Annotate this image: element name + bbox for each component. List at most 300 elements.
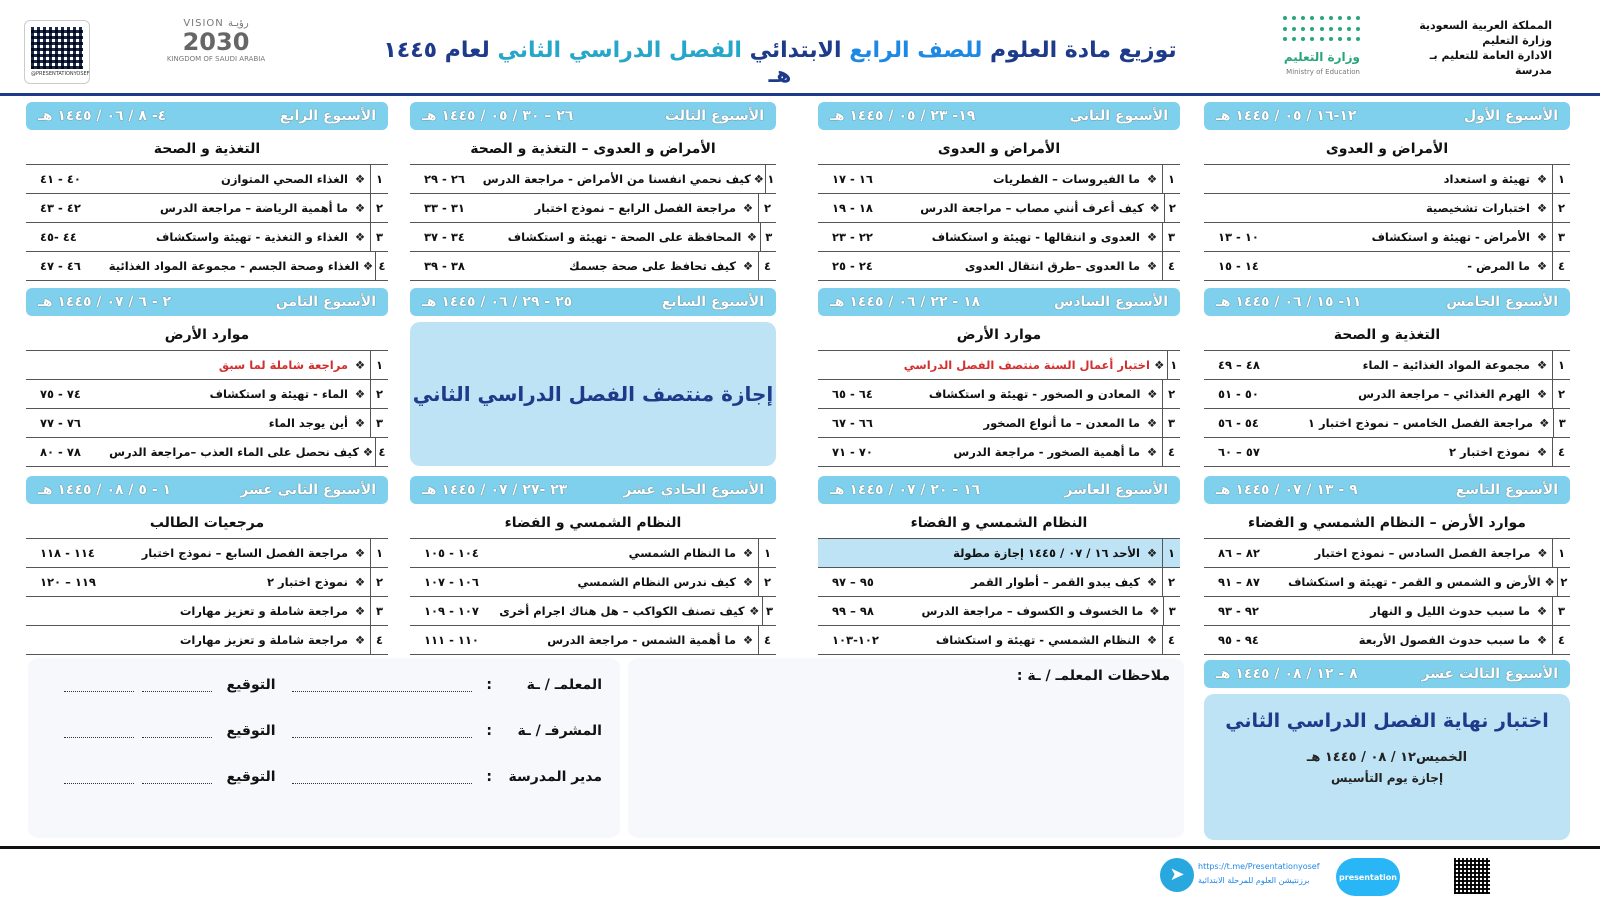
- lesson-number: ٤: [375, 438, 388, 466]
- signature-row-principal: مدير المدرسة : التوقيع: [46, 762, 602, 792]
- bullet-icon: ❖: [1537, 546, 1548, 560]
- lesson-title: اختبارات تشخيصية: [1425, 201, 1530, 215]
- lesson-number: ٢: [370, 380, 388, 408]
- lesson-pages: ٢٦ - ٢٩: [424, 172, 465, 186]
- lesson-title: الغذاء وصحة الجسم - مجموعة المواد الغذائية: [108, 259, 360, 273]
- week-3: [410, 102, 776, 280]
- lesson-title: مراجعة شاملة و تعزيز مهارات: [179, 633, 348, 647]
- lesson-pages: ٧٨ - ٨٠: [40, 445, 81, 459]
- lesson-title: ما سبب حدوث الفصول الأربعة: [1358, 633, 1530, 647]
- week-date: ٤- ٨ / ٠٦ / ١٤٤٥ هـ: [38, 108, 167, 124]
- lesson-number: ١: [370, 165, 388, 193]
- bullet-icon: ❖: [1536, 358, 1548, 372]
- lessons-table: [818, 350, 1180, 467]
- week-date: ٢٥ - ٢٩ / ٠٦ / ١٤٤٥ هـ: [422, 294, 573, 310]
- signature-row-teacher: المعلمـ / ـة : التوقيع: [46, 670, 602, 700]
- bullet-icon: ❖: [362, 259, 374, 273]
- header-divider: [0, 93, 1600, 96]
- lesson-pages: ١٠٧ - ١٠٩: [424, 604, 479, 618]
- bullet-icon: ❖: [1146, 445, 1158, 459]
- lesson-row: [410, 165, 776, 194]
- week-title: الأسبوع السادس: [1054, 294, 1168, 310]
- lesson-title: مجموعة المواد الغذائية – الماء: [1362, 358, 1530, 372]
- lesson-number: ١: [1552, 539, 1570, 567]
- lessons-table: [818, 164, 1180, 281]
- week-title: الأسبوع الثامن: [275, 294, 376, 310]
- signature-line[interactable]: [64, 678, 134, 692]
- vision-2030-logo: VISION رؤيـة 2030 KINGDOM OF SAUDI ARABIA: [166, 18, 266, 63]
- ministry-line: مدرسة: [1515, 64, 1552, 77]
- lesson-row: [410, 597, 776, 626]
- bullet-icon: ❖: [1149, 201, 1160, 215]
- lesson-title: مراجعة الفصل الرابع – نموذج اختبار: [534, 201, 736, 215]
- lesson-pages: ١١٤ - ١١٨: [40, 546, 95, 560]
- unit-title: موارد الأرض – النظام الشمسي و الفضاء: [1204, 508, 1570, 538]
- lesson-row: [26, 568, 388, 597]
- lesson-row: [1204, 438, 1570, 467]
- footer-qr-icon[interactable]: [1454, 858, 1490, 894]
- lesson-number: ٣: [1552, 223, 1570, 251]
- lesson-number: ٣: [760, 223, 776, 251]
- notes-label: ملاحظات المعلمـ / ـة :: [1016, 668, 1170, 684]
- presentation-cloud-logo: presentation: [1336, 858, 1400, 896]
- week-10: [818, 476, 1180, 654]
- lesson-row: [1204, 194, 1570, 223]
- lesson-title: كيف يبدو القمر – أطوار القمر: [971, 575, 1140, 589]
- lesson-row: [818, 223, 1180, 252]
- lesson-title: مراجعة الفصل السابع – نموذج اختبار: [141, 546, 348, 560]
- lesson-title: كيف أعرف أنني مصاب – مراجعة الدرس: [920, 201, 1144, 215]
- week-1: [1204, 102, 1570, 280]
- bullet-icon: ❖: [1146, 633, 1158, 647]
- lessons-table: [1204, 164, 1570, 281]
- lesson-row: [818, 409, 1180, 438]
- lesson-number: ٢: [370, 194, 388, 222]
- lesson-pages: ١٠٦ - ١٠٧: [424, 575, 479, 589]
- lesson-number: ١: [758, 539, 776, 567]
- qr-icon: [31, 27, 83, 69]
- lesson-pages: ٩٤ - ٩٥: [1218, 633, 1259, 647]
- bullet-icon: ❖: [1146, 172, 1158, 186]
- bullet-icon: ❖: [1536, 633, 1548, 647]
- bullet-icon: ❖: [742, 546, 754, 560]
- lesson-title: ما أهمية الرياضة – مراجعة الدرس: [160, 201, 348, 215]
- lesson-pages: ١٠ - ١٣: [1218, 230, 1259, 244]
- signatures-panel: [28, 658, 620, 838]
- bullet-icon: ❖: [354, 633, 366, 647]
- week-header: [818, 288, 1180, 316]
- lessons-table: [410, 538, 776, 655]
- lesson-title: العدوى و انتقالها - تهيئة و استكشاف: [931, 230, 1140, 244]
- week-header: الأسبوع الثالث عشر ٨ - ١٢ / ٠٨ / ١٤٤٥ هـ: [1204, 660, 1570, 688]
- lesson-pages: ٥٧ – ٦٠: [1218, 445, 1260, 459]
- lessons-table: [26, 164, 388, 281]
- week-11: [410, 476, 776, 654]
- bullet-icon: ❖: [354, 230, 366, 244]
- lesson-row: [410, 539, 776, 568]
- bullet-icon: ❖: [354, 172, 366, 186]
- lesson-row: [410, 252, 776, 281]
- lesson-pages: ٧٦ - ٧٧: [40, 416, 81, 430]
- lesson-pages: ٥٠ - ٥١: [1218, 387, 1259, 401]
- lesson-title: ما النظام الشمسي: [628, 546, 736, 560]
- lesson-pages: ٦٤ - ٦٥: [832, 387, 873, 401]
- week-header: [410, 476, 776, 504]
- lesson-pages: ٥٤ - ٥٦: [1218, 416, 1259, 430]
- week-date: ٢٣ -٢٧ / ٠٧ / ١٤٤٥ هـ: [422, 482, 568, 498]
- lesson-row: [26, 223, 388, 252]
- lesson-pages: ٣٨ - ٣٩: [424, 259, 465, 273]
- lessons-table: [410, 164, 776, 281]
- lesson-number: ٢: [1552, 380, 1570, 408]
- lesson-pages: ٦٦ - ٦٧: [832, 416, 873, 430]
- lesson-row: [26, 597, 388, 626]
- week-7: [410, 288, 776, 466]
- lesson-title: ما الفيروسات – الفطريات: [992, 172, 1140, 186]
- lesson-number: ٤: [758, 252, 776, 280]
- page-title: توزيع مادة العلوم للصف الرابع الابتدائي الفصل الدراسي الثاني لعام ١٤٤٥ هـ: [383, 38, 1177, 88]
- lesson-number: ٣: [370, 597, 388, 625]
- lesson-pages: ٧٤ - ٧٥: [40, 387, 81, 401]
- lesson-row: [818, 351, 1180, 380]
- bullet-icon: ❖: [1146, 546, 1158, 560]
- week-12: [26, 476, 388, 654]
- signature-line[interactable]: [142, 724, 212, 738]
- bullet-icon: ❖: [1146, 259, 1158, 273]
- lesson-number: ٢: [370, 568, 388, 596]
- lesson-row: [410, 194, 776, 223]
- lesson-pages: ٧٠ - ٧١: [832, 445, 873, 459]
- unit-title: الأمراض و العدوى – التغذية و الصحة: [410, 134, 776, 164]
- lesson-pages: ١١٠ - ١١١: [424, 633, 479, 647]
- lesson-number: ٤: [1552, 626, 1570, 654]
- week-6: [818, 288, 1180, 466]
- bullet-icon: ❖: [746, 230, 758, 244]
- lesson-number: ١: [370, 539, 388, 567]
- qr-code[interactable]: @PRESENTATIONYOSEF: [24, 20, 90, 84]
- week-title: الأسبوع الثاني: [1069, 108, 1168, 124]
- lessons-table: [26, 538, 388, 655]
- week-title: الأسبوع الحادي عشر: [623, 482, 764, 498]
- week-2: [818, 102, 1180, 280]
- lesson-title: ما المعدن – ما أنواع الصخور: [983, 416, 1140, 430]
- lesson-pages: ٢٤ - ٢٥: [832, 259, 873, 273]
- lesson-title: ما الخسوف و الكسوف – مراجعة الدرس: [921, 604, 1144, 618]
- lesson-pages: ١٦ - ١٧: [832, 172, 873, 186]
- footer-divider: [0, 846, 1600, 849]
- founding-day-holiday: إجازة يوم التأسيس: [1330, 771, 1444, 785]
- lesson-pages: ١٨ - ١٩: [831, 201, 873, 215]
- lessons-table: [818, 538, 1180, 655]
- signature-row-supervisor: المشرفـ / ـة : التوقيع: [46, 716, 602, 746]
- bullet-icon: ❖: [1536, 201, 1548, 215]
- lesson-number: ١: [1167, 351, 1180, 379]
- unit-title: موارد الأرض: [26, 320, 388, 350]
- lesson-title: نموذج اختبار ٢: [1448, 445, 1530, 459]
- telegram-link[interactable]: https://t.me/Presentationyosef: [1198, 862, 1320, 871]
- lesson-title: الغذاء و التغذية - تهيئة واستكشاف: [156, 230, 348, 244]
- lesson-row: [26, 539, 388, 568]
- lesson-number: ٣: [1162, 409, 1180, 437]
- unit-title: الأمراض و العدوى: [1204, 134, 1570, 164]
- lesson-number: ٤: [370, 626, 388, 654]
- lesson-title: الماء - تهيئة و استكشاف: [209, 387, 348, 401]
- week-title: الأسبوع الرابع: [279, 108, 376, 124]
- bullet-icon: ❖: [354, 201, 366, 215]
- lesson-title: الأرض و الشمس و القمر - تهيئة و استكشاف: [1288, 575, 1541, 589]
- lesson-number: ٢: [1557, 568, 1570, 596]
- bullet-icon: ❖: [354, 604, 366, 618]
- lesson-number: ٤: [1552, 438, 1570, 466]
- lesson-number: ٣: [1552, 597, 1570, 625]
- lesson-number: ١: [1162, 165, 1180, 193]
- lesson-number: ٤: [1162, 438, 1180, 466]
- bullet-icon: ❖: [742, 259, 754, 273]
- bullet-icon: ❖: [1536, 230, 1548, 244]
- bullet-icon: ❖: [742, 575, 754, 589]
- lesson-row: [26, 194, 388, 223]
- telegram-caption: برزنتيشن العلوم للمرحلة الابتدائية: [1198, 876, 1310, 885]
- lesson-number: ٢: [1164, 194, 1180, 222]
- lesson-row: [26, 380, 388, 409]
- bullet-icon: ❖: [749, 604, 760, 618]
- lesson-row: [26, 252, 388, 281]
- lesson-title: الغذاء الصحي المتوازن: [221, 172, 348, 186]
- lesson-row: [818, 438, 1180, 467]
- bullet-icon: ❖: [1539, 416, 1550, 430]
- lesson-pages: ٤٦ - ٤٧: [40, 259, 81, 273]
- lessons-table: [26, 350, 388, 467]
- lesson-pages: ٩٢ - ٩٣: [1218, 604, 1259, 618]
- lesson-row: [26, 165, 388, 194]
- lesson-pages: ٤٠ - ٤١: [40, 172, 81, 186]
- week-8: [26, 288, 388, 466]
- lesson-title: مراجعة الفصل السادس – نموذج اختبار: [1314, 546, 1531, 560]
- midterm-break-box: إجازة منتصف الفصل الدراسي الثاني: [410, 322, 776, 466]
- week-9: [1204, 476, 1570, 654]
- lesson-number: ٣: [370, 409, 388, 437]
- lesson-title: ما أهمية الصخور - مراجعة الدرس: [953, 445, 1140, 459]
- week-header: [1204, 288, 1570, 316]
- signature-line[interactable]: [64, 724, 134, 738]
- name-line[interactable]: [292, 724, 472, 738]
- week-date: ١٦ - ٢٠ / ٠٧ / ١٤٤٥ هـ: [830, 482, 981, 498]
- ministry-line: وزارة التعليم: [1482, 34, 1552, 47]
- unit-title: موارد الأرض: [818, 320, 1180, 350]
- lesson-row: [1204, 380, 1570, 409]
- moe-dots-icon: [1280, 16, 1360, 46]
- lesson-row: [818, 380, 1180, 409]
- bullet-icon: ❖: [1536, 387, 1548, 401]
- lesson-pages: ٣١ - ٣٣: [424, 201, 465, 215]
- ministry-header: [1402, 18, 1552, 78]
- lesson-number: ٢: [1162, 380, 1180, 408]
- lesson-title: ما العدوى –طرق انتقال العدوى: [964, 259, 1140, 273]
- bullet-icon: ❖: [742, 201, 754, 215]
- lesson-row: [1204, 252, 1570, 281]
- moe-logo: [1240, 16, 1360, 78]
- lesson-pages: ٤٨ – ٤٩: [1218, 358, 1260, 372]
- lesson-pages: ١٠٤ - ١٠٥: [424, 546, 479, 560]
- lesson-number: ٣: [1163, 597, 1180, 625]
- lesson-title: الأمراض - تهيئة و استكشاف: [1371, 230, 1530, 244]
- lesson-row: [26, 409, 388, 438]
- lesson-title: كيف تصنف الكواكب – هل هناك اجرام أخرى: [499, 604, 745, 618]
- lesson-number: ٢: [1162, 568, 1180, 596]
- week-title: الأسبوع التاسع: [1455, 482, 1558, 498]
- lesson-row: [26, 438, 388, 467]
- bullet-icon: ❖: [753, 172, 764, 186]
- lesson-title: تهيئة و استعداد: [1443, 172, 1530, 186]
- bullet-icon: ❖: [742, 633, 754, 647]
- lesson-pages: ٤٤ -٤٥: [40, 230, 77, 244]
- week-header: [26, 102, 388, 130]
- lesson-number: ٣: [762, 597, 776, 625]
- week-title: الأسبوع العاشر: [1064, 482, 1168, 498]
- lesson-title: مراجعة الفصل الخامس – نموذج اختبار ١: [1307, 416, 1534, 430]
- week-date: ٢٦ – ٣٠ / ٠٥ / ١٤٤٥ هـ: [422, 108, 574, 124]
- signature-line[interactable]: [142, 678, 212, 692]
- lesson-title: كيف تحافظ على صحة جسمك: [569, 259, 736, 273]
- lesson-number: ٤: [758, 626, 776, 654]
- lesson-pages: ٢٢ - ٢٣: [832, 230, 873, 244]
- bullet-icon: ❖: [1536, 259, 1548, 273]
- unit-title: مرجعيات الطالب: [26, 508, 388, 538]
- lesson-row: [1204, 223, 1570, 252]
- week-date: ١٨ - ٢٢ / ٠٦ / ١٤٤٥ هـ: [830, 294, 981, 310]
- lesson-number: ٢: [758, 194, 776, 222]
- lessons-table: [1204, 350, 1570, 467]
- bullet-icon: ❖: [1146, 575, 1158, 589]
- moe-name: وزارة التعليم: [1283, 50, 1360, 64]
- lesson-row: [1204, 409, 1570, 438]
- week-header: [818, 476, 1180, 504]
- lesson-title: ما أهمية الشمس - مراجعة الدرس: [547, 633, 736, 647]
- lesson-title: كيف ندرس النظام الشمسي: [577, 575, 736, 589]
- lesson-title: المحافظة على الصحة - تهيئة و استكشاف: [507, 230, 742, 244]
- telegram-icon[interactable]: ➤: [1160, 858, 1194, 892]
- signature-line[interactable]: [64, 770, 134, 784]
- final-exam-date: الخميس١٢ / ٠٨ / ١٤٤٥ هـ: [1306, 750, 1468, 765]
- week-title: الأسبوع الخامس: [1446, 294, 1558, 310]
- lesson-row: [1204, 626, 1570, 655]
- week-header: [26, 476, 388, 504]
- ministry-line: الادارة العامة للتعليم بـ: [1429, 49, 1552, 62]
- lesson-row: [1204, 597, 1570, 626]
- lesson-row: [410, 568, 776, 597]
- week-4: [26, 102, 388, 280]
- lesson-row: [1204, 539, 1570, 568]
- signature-line[interactable]: [142, 770, 212, 784]
- unit-title: التغذية و الصحة: [26, 134, 388, 164]
- lesson-title: المعادن و الصخور - تهيئة و استكشاف: [928, 387, 1141, 401]
- lesson-title: ما المرض -: [1467, 259, 1530, 273]
- lesson-number: ٤: [375, 252, 388, 280]
- bullet-icon: ❖: [1536, 445, 1548, 459]
- week-date: ١٩- ٢٣ / ٠٥ / ١٤٤٥ هـ: [830, 108, 976, 124]
- lesson-row: [410, 626, 776, 655]
- lesson-title: نموذج اختبار ٢: [266, 575, 348, 589]
- lesson-pages: ٨٧ – ٩١: [1218, 575, 1260, 589]
- lesson-row: [1204, 351, 1570, 380]
- lesson-row: [26, 626, 388, 655]
- week-13: [1204, 660, 1570, 690]
- teacher-notes[interactable]: [628, 658, 1184, 838]
- week-header: [410, 288, 776, 316]
- lesson-number: ٤: [1552, 252, 1570, 280]
- week-date: ١١- ١٥ / ٠٦ / ١٤٤٥ هـ: [1216, 294, 1362, 310]
- lesson-row: [1204, 568, 1570, 597]
- unit-title: النظام الشمسي و الفضاء: [410, 508, 776, 538]
- bullet-icon: ❖: [1544, 575, 1555, 589]
- lesson-row: [818, 252, 1180, 281]
- lessons-table: [1204, 538, 1570, 655]
- lesson-title: كيف نحمي انفسنا من الأمراض - مراجعة الدرس: [482, 172, 751, 186]
- lesson-row: [1204, 165, 1570, 194]
- lesson-pages: ٤٢ - ٤٣: [40, 201, 81, 215]
- lesson-row: [26, 351, 388, 380]
- lesson-title: النظام الشمسي - تهيئة و استكشاف: [935, 633, 1140, 647]
- unit-title: التغذية و الصحة: [1204, 320, 1570, 350]
- lesson-number: ١: [1552, 165, 1570, 193]
- unit-title: النظام الشمسي و الفضاء: [818, 508, 1180, 538]
- name-line[interactable]: [292, 678, 472, 692]
- lesson-row: [818, 626, 1180, 655]
- lesson-row: [818, 165, 1180, 194]
- bullet-icon: ❖: [1147, 387, 1158, 401]
- week-header: [1204, 102, 1570, 130]
- lesson-pages: ٩٥ – ٩٧: [832, 575, 874, 589]
- lesson-title: مراجعة شاملة و تعزيز مهارات: [179, 604, 348, 618]
- lesson-title: اختبار أعمال السنة منتصف الفصل الدراسي: [903, 358, 1150, 372]
- moe-en: Ministry of Education: [1286, 68, 1360, 76]
- lesson-number: ٣: [370, 223, 388, 251]
- name-line[interactable]: [292, 770, 472, 784]
- week-date: ٢ - ٦ / ٠٧ / ١٤٤٥ هـ: [38, 294, 172, 310]
- lesson-number: ١: [1162, 539, 1180, 567]
- final-exam-box: [1204, 694, 1570, 840]
- lesson-number: ٣: [1162, 223, 1180, 251]
- week-header: [26, 288, 388, 316]
- week-title: الأسبوع الأول: [1464, 108, 1558, 124]
- unit-title: الأمراض و العدوى: [818, 134, 1180, 164]
- week-title: الأسبوع السابع: [661, 294, 764, 310]
- lesson-pages: ١٠٢-١٠٣: [832, 633, 879, 647]
- bullet-icon: ❖: [354, 416, 366, 430]
- bullet-icon: ❖: [362, 445, 374, 459]
- final-exam-title: اختبار نهاية الفصل الدراسي الثاني: [1225, 710, 1549, 732]
- lesson-pages: ٨٢ – ٨٦: [1218, 546, 1260, 560]
- lesson-number: ٣: [1553, 409, 1570, 437]
- lesson-number: ١: [1552, 351, 1570, 379]
- lesson-title: كيف نحصل على الماء العذب –مراجعة الدرس: [109, 445, 359, 459]
- ministry-line: المملكة العربية السعودية: [1419, 19, 1552, 32]
- week-date: ٩ - ١٣ / ٠٧ / ١٤٤٥ هـ: [1216, 482, 1358, 498]
- lesson-number: ١: [765, 165, 776, 193]
- bullet-icon: ❖: [1536, 172, 1548, 186]
- lesson-number: ٤: [1162, 252, 1180, 280]
- week-title: الأسبوع الثالث: [664, 108, 764, 124]
- lesson-title: الأحد ١٦ / ٠٧ / ١٤٤٥ إجازة مطولة: [953, 546, 1140, 560]
- bullet-icon: ❖: [354, 358, 366, 372]
- lesson-row: [410, 223, 776, 252]
- bullet-icon: ❖: [1154, 358, 1165, 372]
- lesson-row: [818, 194, 1180, 223]
- lesson-pages: ١٤ - ١٥: [1218, 259, 1259, 273]
- lesson-title: ما سبب حدوث الليل و النهار: [1370, 604, 1530, 618]
- lesson-title: مراجعة شاملة لما سبق: [218, 358, 348, 372]
- week-title: الأسبوع الثاني عشر: [240, 482, 376, 498]
